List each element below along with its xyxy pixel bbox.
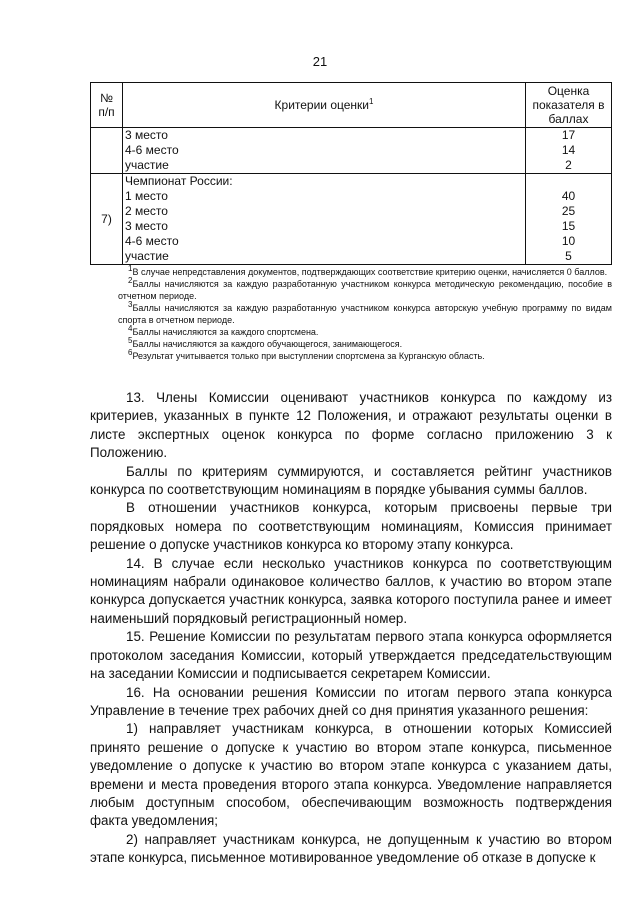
row-number xyxy=(91,128,123,174)
header-num: № п/п xyxy=(91,83,123,128)
paragraph: 16. На основании решения Комиссии по итогам первого этапа конкурса Управление в течение трех рабочих дней со дня принятия указанного решения: xyxy=(90,684,612,718)
table-row xyxy=(91,128,612,174)
footnote: $^6$Результат учитывается только при выступлении спортсмена за Курганскую область. xyxy=(128,348,485,361)
paragraph: В отношении участников конкурса, которым присвоены первые три порядковых номера по соответствующим номинациям, Комиссия принимает решение о допуске участников конкурса ко второму этапу конкурса. xyxy=(90,500,612,553)
paragraph: 13. Члены Комиссии оценивают участников конкурса по каждому из критериев, указанных в пункте 12 Положения, и отражают результаты оценки в листе экспертных оценок конкурса по форме согласно приложению 3 к Положению. xyxy=(90,390,612,461)
header-score: Оценка показателя в баллах xyxy=(526,83,612,128)
body-text xyxy=(90,389,612,868)
criteria-cell: 3 место 4-6 место участие xyxy=(123,128,526,174)
paragraph: 15. Решение Комиссии по результатам первого этапа конкурса оформляется протоколом заседания Комиссии, который утверждается председательствующим на заседании Комиссии и подписывается секретарем Комиссии. xyxy=(90,629,612,682)
paragraph: 14. В случае если несколько участников конкурса по соответствующим номинациям набрали одинаковое количество баллов, к участию во втором этапе конкурса допускается участник конкурса, заявка которого поступила ранее и имеет наименьший порядковый регистрационный номер. xyxy=(90,555,612,626)
header-criteria: Критерии оценки$^1$ xyxy=(123,83,526,128)
footnotes xyxy=(118,266,612,362)
footnote: $^5$Баллы начисляются за каждого обучающегося, занимающегося. xyxy=(128,336,403,349)
footnote: $^3$Баллы начисляются за каждую разработанную участником конкурса авторскую учебную программу по видам спорта в отчетном периоде. xyxy=(118,300,612,325)
criteria-cell: Чемпионат России: 1 место 2 место 3 место 4-6 место участие xyxy=(123,174,526,265)
criteria-table xyxy=(90,82,612,265)
paragraph: 1) направляет участникам конкурса, в отношении которых Комиссией принято решение о допуске к участию во втором этапе конкурса, письменное уведомление о допуске к участию во втором этапе конкурса с указанием даты, времени и места проведения второго этапа конкурса. Уведомление направляется любым доступным способом, обеспечивающим возможность подтверждения факта уведомления; xyxy=(90,721,612,829)
score-cell: 17 14 2 xyxy=(526,128,612,174)
paragraph: 2) направляет участникам конкурса, не допущенным к участию во втором этапе конкурса, письменное мотивированное уведомление об отказе в допуске к xyxy=(90,831,612,866)
footnote: $^4$Баллы начисляются за каждого спортсмена. xyxy=(128,324,319,337)
footnote: $^2$Баллы начисляются за каждую разработанную участником конкурса методическую рекомендацию, пособие в отчетном периоде. xyxy=(118,276,612,301)
paragraph: Баллы по критериям суммируются, и составляется рейтинг участников конкурса по соответствующим номинациям в порядке убывания суммы баллов. xyxy=(90,463,612,498)
score-cell: 40 25 15 10 5 xyxy=(526,174,612,265)
table-row xyxy=(91,174,612,265)
row-number: 7) xyxy=(91,174,123,265)
page-number: 21 xyxy=(312,54,328,69)
footnote: $^1$В случае непредставления документов, подтверждающих соответствие критерию оценки, начисляется 0 баллов. xyxy=(128,264,608,277)
